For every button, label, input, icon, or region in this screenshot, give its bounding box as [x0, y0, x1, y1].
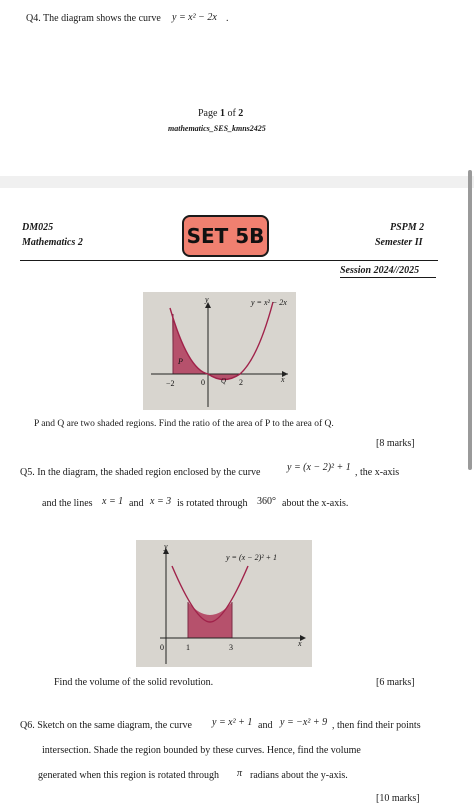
document-code: mathematics_SES_kmns2425	[168, 124, 266, 133]
y-axis-label: y	[205, 295, 209, 304]
q6-line2: intersection. Shade the region bounded by these curves. Hence, find the volume	[42, 745, 361, 756]
q4-ratio-text: P and Q are two shaded regions. Find the ratio of the area of P to the area of Q.	[34, 419, 334, 429]
x-axis-label: x	[281, 375, 285, 384]
tick-0: 0	[201, 378, 205, 387]
q5-eq-x1: x = 1	[102, 496, 124, 507]
tick-1: 1	[186, 643, 190, 652]
set-badge: SET 5B	[182, 215, 269, 257]
q5-marks: [6 marks]	[376, 677, 415, 688]
scrollbar[interactable]	[468, 170, 472, 470]
q5-and: and	[129, 498, 144, 509]
figure-background	[143, 292, 296, 410]
q6-and: and	[258, 720, 273, 731]
header-rule	[20, 260, 438, 261]
exam-code: PSPM 2	[390, 222, 425, 233]
q6-eq1: y = x² + 1	[212, 717, 253, 728]
q5-xaxis-text: , the x-axis	[355, 467, 400, 478]
tick-2: 2	[239, 378, 243, 387]
course-subject: Mathematics 2	[22, 237, 83, 248]
q5-find-text: Find the volume of the solid revolution.	[54, 677, 214, 688]
q5-rotated-text: is rotated through	[177, 498, 248, 509]
session-underline	[340, 277, 436, 278]
q4-equation: y = x² − 2x	[172, 12, 217, 23]
tick-0: 0	[160, 643, 164, 652]
x-axis-label: x	[298, 639, 302, 648]
page-gap	[0, 176, 474, 188]
label-p: P	[178, 357, 183, 366]
q6-eq2: y = −x² + 9	[280, 717, 328, 728]
page-number: Page 1 of 2	[198, 108, 244, 119]
q6-marks: [10 marks]	[376, 793, 420, 804]
session: Session 2024//2025	[340, 265, 420, 276]
tick-3: 3	[229, 643, 233, 652]
q6-intro-text: Q6. Sketch on the same diagram, the curve	[20, 720, 192, 731]
figure-q5-graph	[136, 540, 312, 667]
q6-points-text: , then find their points	[332, 720, 421, 731]
q5-axis-text: about the x-axis.	[282, 498, 349, 509]
q5-equation: y = (x − 2)² + 1	[287, 462, 351, 473]
label-q: Q	[221, 377, 227, 385]
figure-q4-graph	[143, 292, 296, 410]
q5-intro-text: Q5. In the diagram, the shaded region enclosed by the curve	[20, 467, 261, 478]
semester: Semester II	[375, 237, 423, 248]
q6-line3a: generated when this region is rotated through	[38, 770, 220, 781]
tick-neg2: −2	[166, 379, 175, 388]
course-code: DM025	[22, 222, 54, 233]
q5-angle: 360°	[257, 496, 276, 507]
y-axis-label: y	[164, 542, 168, 551]
q5-eq-x3: x = 3	[150, 496, 172, 507]
q6-pi: π	[237, 768, 243, 779]
curve-label: y = (x − 2)² + 1	[226, 553, 278, 562]
q4-period: .	[226, 13, 229, 24]
curve-label: y = x² − 2x	[251, 298, 287, 307]
q4-intro-text: Q4. The diagram shows the curve	[26, 13, 161, 24]
q4-marks: [8 marks]	[376, 438, 415, 449]
q6-line3b: radians about the y-axis.	[250, 770, 348, 781]
q5-lines-text: and the lines	[42, 498, 93, 509]
